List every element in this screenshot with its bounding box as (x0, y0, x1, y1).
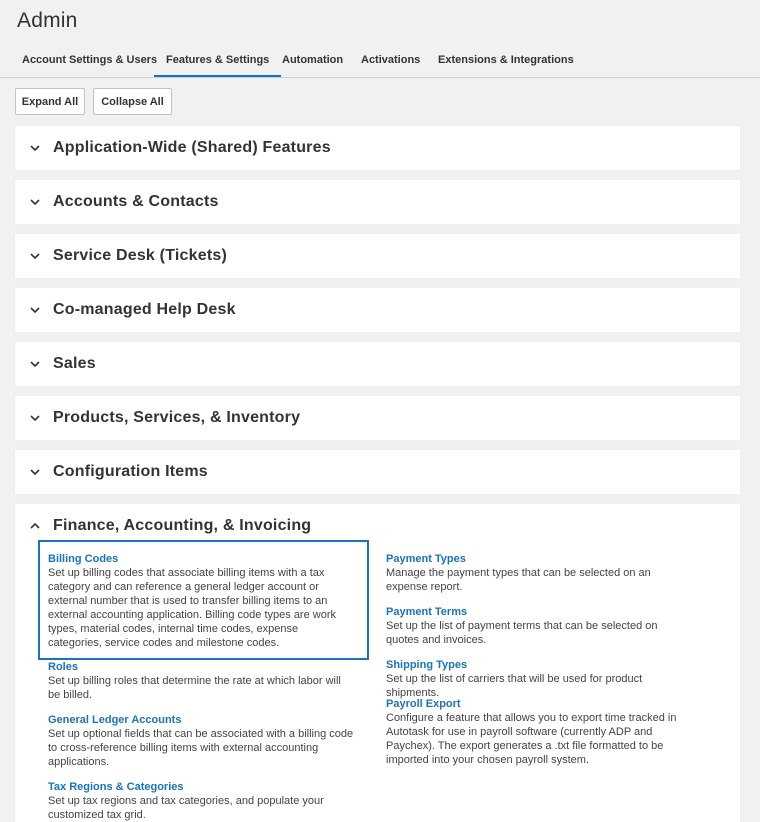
item-payment-terms (386, 605, 692, 647)
item-roles (48, 660, 354, 702)
item-payment-types (386, 552, 692, 594)
section-title: Finance, Accounting, & Invoicing (53, 517, 312, 534)
section-accounts-contacts (15, 180, 740, 224)
page-title: Admin (17, 9, 78, 32)
payroll-export-description: Configure a feature that allows you to export time tracked in Autotask for use in payroll software (currently ADP and Paychex). The export generates a .txt file formatted to be imported into your chosen payroll system. (386, 712, 677, 766)
item-general-ledger-accounts (48, 713, 354, 769)
section-configuration-items (15, 450, 740, 494)
section-title: Service Desk (Tickets) (53, 247, 227, 264)
general-ledger-accounts-description: Set up optional fields that can be associated with a billing code to cross-reference billing items with external accounting applications. (48, 728, 354, 768)
tab-extensions-integrations[interactable]: Extensions & Integrations (438, 54, 574, 66)
section-header[interactable] (15, 234, 740, 278)
shipping-types-description: Set up the list of carriers that will be used for product shipments. (386, 673, 643, 699)
tab-features-settings[interactable]: Features & Settings (154, 45, 281, 77)
chevron-up-icon (29, 520, 41, 532)
roles-description: Set up billing roles that determine the rate at which labor will be billed. (48, 675, 341, 701)
section-header[interactable] (15, 450, 740, 494)
chevron-down-icon (29, 304, 41, 316)
section-header[interactable] (15, 126, 740, 170)
payment-terms-description: Set up the list of payment terms that can be selected on quotes and invoices. (386, 620, 658, 646)
section-header[interactable] (15, 288, 740, 332)
item-tax-regions-categories (48, 780, 354, 822)
section-title: Application-Wide (Shared) Features (53, 139, 331, 156)
item-shipping-types (386, 658, 692, 700)
general-ledger-accounts-link[interactable]: General Ledger Accounts (48, 714, 182, 726)
shipping-types-link[interactable]: Shipping Types (386, 659, 468, 671)
tab-account-settings-users[interactable]: Account Settings & Users (22, 54, 158, 66)
payment-types-link[interactable]: Payment Types (386, 553, 466, 565)
collapse-all-button[interactable]: Collapse All (93, 88, 172, 115)
section-title: Co-managed Help Desk (53, 301, 236, 318)
payment-types-description: Manage the payment types that can be selected on an expense report. (386, 567, 651, 593)
expand-all-button[interactable]: Expand All (15, 88, 85, 115)
roles-link[interactable]: Roles (48, 661, 78, 673)
section-title: Sales (53, 355, 96, 372)
chevron-down-icon (29, 412, 41, 424)
item-billing-codes (48, 552, 354, 650)
chevron-down-icon (29, 196, 41, 208)
section-sales (15, 342, 740, 386)
chevron-down-icon (29, 358, 41, 370)
section-service-desk (15, 234, 740, 278)
section-co-managed-help-desk (15, 288, 740, 332)
billing-codes-description: Set up billing codes that associate billing items with a tax category and can reference a general ledger account or external number that is used to transfer billing items to an external accounting application. Billing code types are work types, material codes, internal time codes, expense categories, service codes and milestone codes. (48, 567, 336, 649)
tax-regions-categories-description: Set up tax regions and tax categories, and populate your customized tax grid. (48, 795, 324, 821)
chevron-down-icon (29, 466, 41, 478)
tab-automation[interactable]: Automation (282, 54, 344, 66)
section-header[interactable] (15, 504, 740, 548)
section-finance-accounting-invoicing (15, 504, 740, 822)
section-application-wide-features (15, 126, 740, 170)
section-title: Accounts & Contacts (53, 193, 219, 210)
section-title: Configuration Items (53, 463, 208, 480)
section-header[interactable] (15, 396, 740, 440)
billing-codes-link[interactable]: Billing Codes (48, 553, 119, 565)
item-payroll-export (386, 697, 692, 767)
admin-tabs (0, 45, 760, 78)
tab-activations[interactable]: Activations (361, 54, 421, 66)
chevron-down-icon (29, 250, 41, 262)
section-products-services-inventory (15, 396, 740, 440)
section-title: Products, Services, & Inventory (53, 409, 301, 426)
payroll-export-link[interactable]: Payroll Export (386, 698, 461, 710)
payment-terms-link[interactable]: Payment Terms (386, 606, 468, 618)
chevron-down-icon (29, 142, 41, 154)
tax-regions-categories-link[interactable]: Tax Regions & Categories (48, 781, 184, 793)
section-header[interactable] (15, 180, 740, 224)
section-header[interactable] (15, 342, 740, 386)
